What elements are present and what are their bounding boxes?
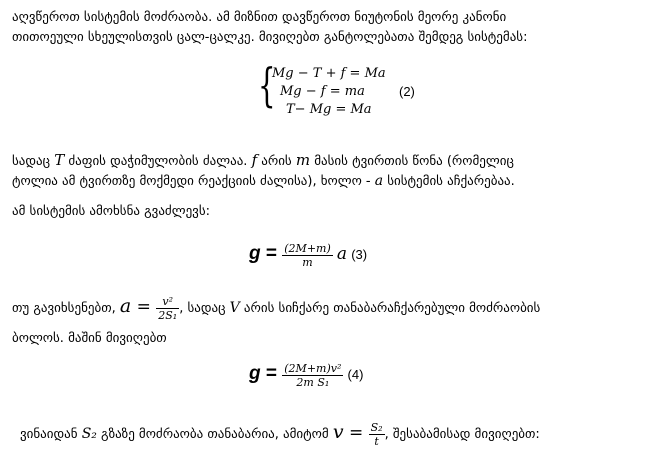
para5-denominator: t — [374, 435, 379, 448]
para4-v: V — [229, 300, 240, 316]
system-brace: { — [258, 58, 276, 112]
para5-S2: S₂ — [81, 426, 97, 442]
para4-fraction — [156, 295, 179, 322]
para1-line2: თითოეული სხეულისთვის ცალ-ცალკე. მივიღებთ განტოლებათა შემდეგ სისტემას: — [12, 30, 528, 45]
eq3-a: a — [336, 244, 348, 264]
para4-part1: თუ გავიხსენებთ, — [12, 301, 120, 316]
para5-part2: გზაზე მოძრაობა თანაბარია, ამიტომ — [96, 427, 333, 442]
eq4-number: (4) — [347, 367, 364, 382]
eq3-denominator: m — [302, 256, 313, 269]
para2-part3: არის — [257, 154, 296, 169]
eq3-number: (3) — [351, 247, 368, 262]
para5-numerator: S₂ — [370, 421, 383, 434]
para4-a: a — [119, 295, 132, 317]
para4-line1 — [12, 286, 540, 326]
para2-line2a: ტოლია ამ ტვირთზე მოქმედი რეაქციის ძალისა), ხოლო - — [12, 174, 375, 189]
para2-line2b: სისტემის აჩქარებაა. — [383, 174, 515, 189]
para5-line1 — [20, 412, 540, 452]
eq3-fraction — [282, 242, 333, 269]
para2-a: a — [374, 173, 384, 189]
eq3-lhs: g — [249, 243, 261, 264]
para2-m: m — [295, 151, 311, 169]
para4-line2: ბოლოს. მაშინ მივიღებთ — [12, 331, 167, 346]
system-eq1: Mg − T + f = Ma — [272, 66, 386, 81]
para5-part3: , შესაბამისად მივიღებთ: — [384, 427, 540, 442]
para4-part3: არის სიჩქარე თანაბარაჩქარებული მოძრაობის — [239, 301, 541, 316]
para2-part4: მასის ტვირთის წონა (რომელიც — [310, 154, 514, 169]
para5-v: v — [332, 421, 344, 443]
para5-equals: = — [343, 423, 369, 443]
para4-equals: = — [131, 297, 157, 317]
eq3-numerator: (2M+m) — [284, 242, 331, 255]
para2-part1: სადაც — [12, 154, 55, 169]
eq3-equals: = — [260, 243, 283, 264]
eq4-fraction — [282, 362, 343, 389]
eq4-denominator: 2m S₁ — [296, 376, 330, 389]
para2-f: f — [251, 151, 258, 169]
para3: ამ სისტემის ამოხსნა გვაძლევს: — [12, 204, 211, 219]
para4-denominator: 2S₁ — [158, 309, 178, 322]
para5-part1: ვინაიდან — [20, 427, 82, 442]
equation-4 — [249, 354, 363, 394]
para4-part2: , სადაც — [179, 301, 230, 316]
eq4-equals: = — [260, 363, 283, 384]
system-eq2: Mg − f = ma — [280, 84, 365, 99]
system-number: (2) — [399, 84, 415, 99]
para2-line1 — [12, 151, 514, 171]
para2-line2 — [12, 172, 515, 191]
para4-numerator: v² — [162, 295, 174, 308]
para2-T: T — [54, 151, 65, 169]
system-eq3: T− Mg = Ma — [286, 102, 372, 117]
eq4-lhs: g — [249, 363, 261, 384]
para2-part2: ძაფის დაჭიმულობის ძალაა. — [64, 154, 252, 169]
equation-3 — [249, 236, 367, 272]
para1-line1: აღვწეროთ სისტემის მოძრაობა. ამ მიზნით დავწეროთ ნიუტონის მეორე კანონი — [12, 10, 507, 25]
para5-fraction — [369, 421, 385, 448]
eq4-numerator: (2M+m)v² — [284, 362, 342, 375]
